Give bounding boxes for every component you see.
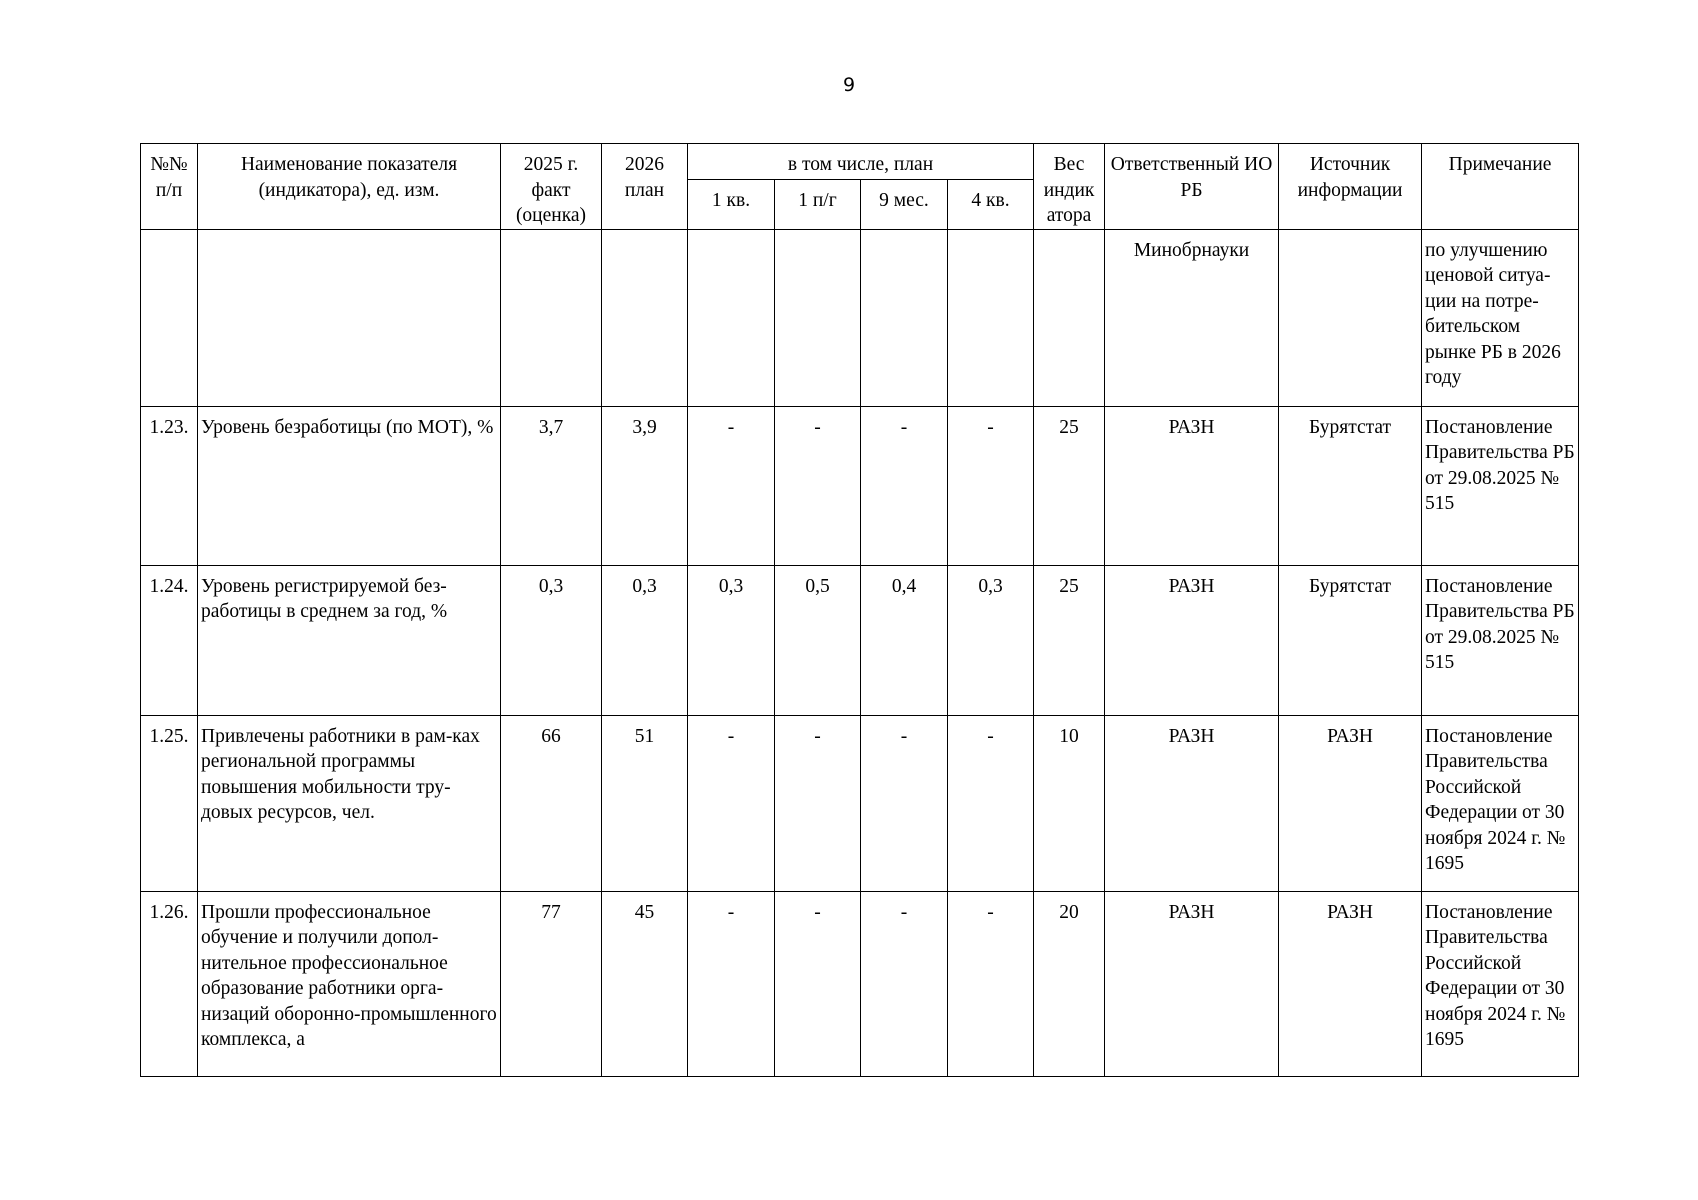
cell-source: Бурятстат: [1279, 565, 1422, 715]
header-no: №№ п/п: [141, 144, 198, 230]
cell-h1: -: [775, 715, 861, 891]
cell-no: [141, 229, 198, 406]
cell-responsible: РАЗН: [1105, 715, 1279, 891]
table-row: [141, 229, 1579, 406]
cell-fact: 77: [501, 891, 602, 1076]
cell-source: РАЗН: [1279, 715, 1422, 891]
cell-name: Прошли профессиональное обучение и получили допол-нительное профессиональное образование работники орга-низаций оборонно-промышленного комплекса, а: [198, 891, 501, 1076]
cell-h1: 0,5: [775, 565, 861, 715]
cell-responsible: РАЗН: [1105, 565, 1279, 715]
header-source: Источник информации: [1279, 144, 1422, 230]
cell-plan: 45: [602, 891, 688, 1076]
cell-note: Постановление Правительства Российской Федерации от 30 ноября 2024 г. № 1695: [1422, 715, 1579, 891]
cell-q1: -: [688, 715, 775, 891]
table-row: [141, 406, 1579, 565]
cell-no: 1.23.: [141, 406, 198, 565]
cell-plan: [602, 229, 688, 406]
cell-fact: [501, 229, 602, 406]
cell-no: 1.24.: [141, 565, 198, 715]
cell-plan: 0,3: [602, 565, 688, 715]
cell-responsible: РАЗН: [1105, 891, 1279, 1076]
cell-name: Уровень регистрируемой без-работицы в среднем за год, %: [198, 565, 501, 715]
cell-9m: 0,4: [861, 565, 948, 715]
cell-q1: -: [688, 406, 775, 565]
cell-q1: [688, 229, 775, 406]
cell-9m: -: [861, 891, 948, 1076]
table-row: [141, 715, 1579, 891]
header-weight: Вес индик атора: [1034, 144, 1105, 230]
cell-q4: -: [948, 715, 1034, 891]
cell-weight: 25: [1034, 565, 1105, 715]
cell-note: Постановление Правительства РБ от 29.08.2025 № 515: [1422, 406, 1579, 565]
cell-no: 1.25.: [141, 715, 198, 891]
cell-q1: 0,3: [688, 565, 775, 715]
cell-source: РАЗН: [1279, 891, 1422, 1076]
cell-9m: -: [861, 715, 948, 891]
cell-plan: 3,9: [602, 406, 688, 565]
cell-source: Бурятстат: [1279, 406, 1422, 565]
header-responsible: Ответственный ИО РБ: [1105, 144, 1279, 230]
cell-weight: 20: [1034, 891, 1105, 1076]
cell-h1: [775, 229, 861, 406]
cell-q1: -: [688, 891, 775, 1076]
cell-source: [1279, 229, 1422, 406]
cell-9m: -: [861, 406, 948, 565]
cell-fact: 0,3: [501, 565, 602, 715]
cell-no: 1.26.: [141, 891, 198, 1076]
cell-9m: [861, 229, 948, 406]
header-row: [141, 144, 1579, 180]
cell-q4: -: [948, 891, 1034, 1076]
cell-responsible: РАЗН: [1105, 406, 1279, 565]
cell-h1: -: [775, 406, 861, 565]
header-q1: 1 кв.: [688, 179, 775, 229]
header-9m: 9 мес.: [861, 179, 948, 229]
header-including-plan: в том числе, план: [688, 144, 1034, 180]
cell-responsible: Минобрнауки: [1105, 229, 1279, 406]
cell-weight: [1034, 229, 1105, 406]
header-h1: 1 п/г: [775, 179, 861, 229]
cell-name: [198, 229, 501, 406]
cell-h1: -: [775, 891, 861, 1076]
table-row: [141, 891, 1579, 1076]
header-q4: 4 кв.: [948, 179, 1034, 229]
cell-q4: [948, 229, 1034, 406]
table-row: [141, 565, 1579, 715]
indicators-table: [140, 143, 1579, 1077]
header-plan-2026: 2026 план: [602, 144, 688, 230]
header-note: Примечание: [1422, 144, 1579, 230]
cell-fact: 66: [501, 715, 602, 891]
cell-name: Уровень безработицы (по МОТ), %: [198, 406, 501, 565]
cell-plan: 51: [602, 715, 688, 891]
cell-q4: -: [948, 406, 1034, 565]
cell-weight: 25: [1034, 406, 1105, 565]
cell-note: по улучшению ценовой ситуа-ции на потре-бительском рынке РБ в 2026 году: [1422, 229, 1579, 406]
page-number: 9: [842, 74, 856, 96]
cell-note: Постановление Правительства Российской Федерации от 30 ноября 2024 г. № 1695: [1422, 891, 1579, 1076]
cell-weight: 10: [1034, 715, 1105, 891]
cell-note: Постановление Правительства РБ от 29.08.2025 № 515: [1422, 565, 1579, 715]
cell-name: Привлечены работники в рам-ках региональной программы повышения мобильности тру-довых ресурсов, чел.: [198, 715, 501, 891]
cell-q4: 0,3: [948, 565, 1034, 715]
header-name: Наименование показателя (индикатора), ед. изм.: [198, 144, 501, 230]
header-fact-2025: 2025 г. факт (оценка): [501, 144, 602, 230]
cell-fact: 3,7: [501, 406, 602, 565]
